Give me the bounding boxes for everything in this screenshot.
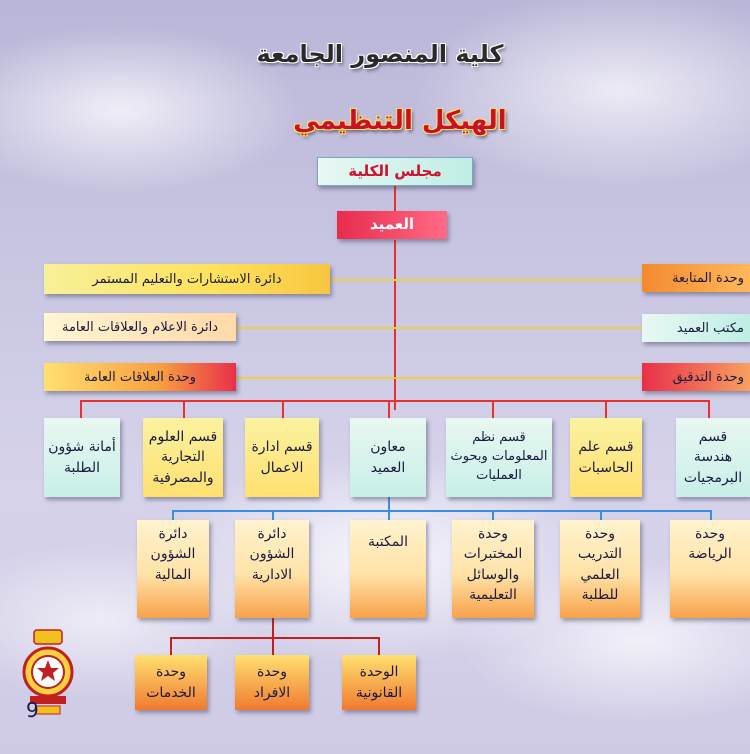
- labs-unit-box: [452, 520, 534, 618]
- drop-sports: [710, 510, 712, 520]
- drop-cs: [605, 400, 607, 418]
- pr-unit-box: [44, 363, 236, 391]
- business-dept-label: قسم ادارة الاعمال: [251, 439, 313, 476]
- services-unit-label: وحدة الخدمات: [146, 664, 196, 701]
- drop-business: [282, 400, 284, 418]
- student-affairs-box: [44, 418, 120, 497]
- library-label: المكتبة: [368, 534, 408, 550]
- personnel-unit-label: وحدة الافراد: [253, 664, 291, 701]
- se-dept-label: قسم هندسة البرمجيات: [683, 429, 743, 486]
- cs-dept-box: [570, 418, 642, 497]
- consult-dept-box: [44, 264, 330, 294]
- services-unit-box: [135, 655, 207, 710]
- media-dept-label: دائرة الاعلام والعلاقات العامة: [61, 319, 219, 335]
- chart-title: الهيكل التنظيمي: [293, 106, 507, 136]
- library-box: [350, 520, 426, 618]
- media-dept-box: [44, 313, 236, 341]
- mis-dept-box: [446, 418, 552, 497]
- drop-legal: [378, 637, 380, 655]
- drop-commerce: [183, 400, 185, 418]
- sports-unit-box: [670, 520, 750, 618]
- followup-unit-label: وحدة المتابعة: [672, 270, 744, 286]
- page-number: 9: [26, 698, 39, 722]
- connector-departments: [80, 400, 710, 402]
- drop-labs: [492, 510, 494, 520]
- audit-unit-label: وحدة التدقيق: [672, 369, 744, 385]
- personnel-unit-box: [235, 655, 309, 710]
- labs-unit-label: وحدة المختبرات والوسائل التعليمية: [463, 526, 523, 603]
- drop-personnel: [272, 637, 274, 655]
- vice-dean-label: معاون العميد: [370, 439, 406, 476]
- business-dept-box: [245, 418, 319, 497]
- connector-council-dean: [394, 186, 396, 214]
- connector-vice-dean-down: [388, 497, 390, 511]
- connector-row-2: [236, 327, 642, 329]
- admin-dept-box: [235, 520, 309, 618]
- commerce-dept-box: [143, 418, 223, 497]
- council-label: مجلس الكلية: [348, 161, 442, 180]
- dean-label: العميد: [369, 215, 415, 234]
- audit-unit-box: [642, 363, 750, 391]
- drop-admin: [272, 510, 274, 520]
- connector-admin-units: [170, 637, 380, 639]
- pr-unit-label: وحدة العلاقات العامة: [84, 369, 196, 385]
- connector-row-1: [330, 279, 642, 281]
- cs-dept-label: قسم علم الحاسبات: [578, 439, 634, 476]
- college-name: كلية المنصور الجامعة: [256, 40, 504, 68]
- connector-dean-trunk: [394, 240, 396, 410]
- finance-dept-box: [137, 520, 209, 618]
- drop-vice-dean: [388, 400, 390, 418]
- connector-row-3: [236, 377, 642, 379]
- legal-unit-box: [342, 655, 416, 710]
- drop-se: [708, 400, 710, 418]
- connector-admin-down: [272, 618, 274, 638]
- drop-services: [170, 637, 172, 655]
- sports-unit-label: وحدة الرياضة: [688, 526, 732, 563]
- drop-training: [600, 510, 602, 520]
- drop-mis: [492, 400, 494, 418]
- consult-dept-label: دائرة الاستشارات والتعليم المستمر: [92, 271, 282, 287]
- se-dept-box: [676, 418, 750, 497]
- vice-dean-box: [350, 418, 426, 497]
- dean-box: [337, 211, 447, 239]
- drop-library: [388, 510, 390, 520]
- admin-dept-label: دائرة الشؤون الادارية: [249, 526, 295, 583]
- training-unit-box: [560, 520, 640, 618]
- council-box: [317, 157, 473, 186]
- drop-student-affairs: [80, 400, 82, 418]
- finance-dept-label: دائرة الشؤون المالية: [150, 526, 196, 583]
- dean-office-box: [642, 314, 750, 342]
- legal-unit-label: الوحدة القانونية: [355, 664, 403, 701]
- student-affairs-label: أمانة شؤون الطلبة: [48, 439, 116, 476]
- mis-dept-label: قسم نظم المعلومات وبحوث العمليات: [450, 430, 548, 483]
- dean-office-label: مكتب العميد: [676, 320, 744, 336]
- commerce-dept-label: قسم العلوم التجارية والمصرفية: [148, 429, 218, 486]
- followup-unit-box: [642, 264, 750, 292]
- connector-units: [172, 510, 712, 512]
- drop-finance: [172, 510, 174, 520]
- training-unit-label: وحدة التدريب العلمي للطلبة: [577, 526, 623, 603]
